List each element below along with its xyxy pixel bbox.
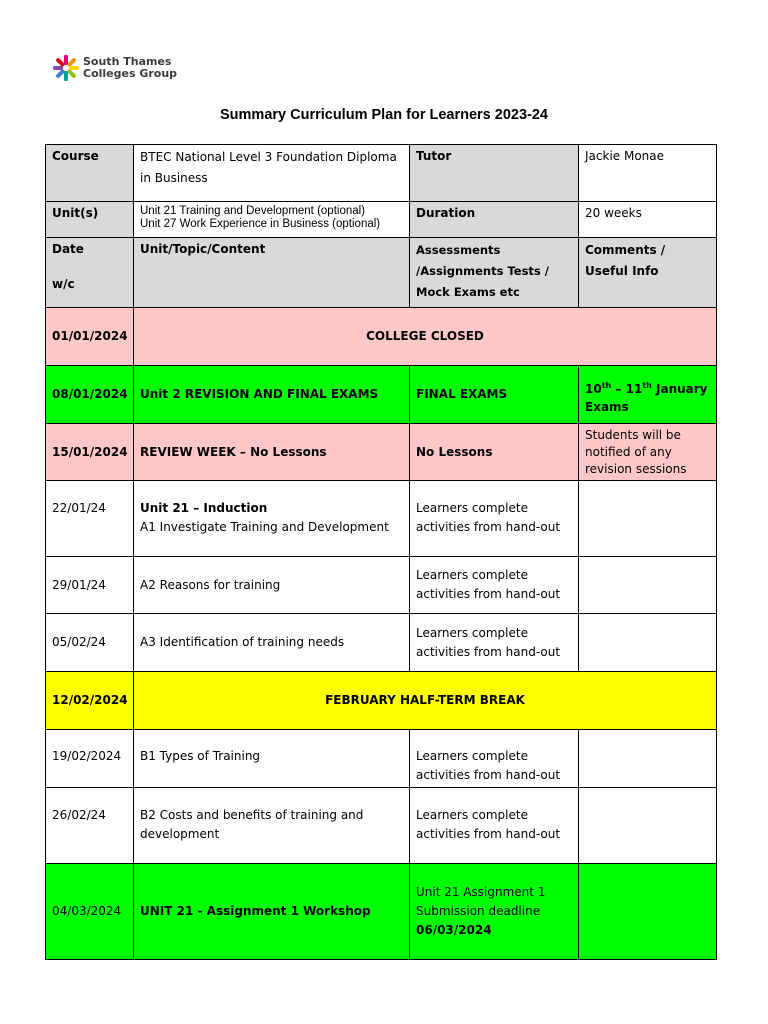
exam-date-start: 10 — [585, 381, 602, 396]
topic-a1: A1 Investigate Training and Development — [140, 520, 389, 534]
logo-petal — [64, 55, 68, 65]
week-commencing-label: w/c — [52, 277, 75, 291]
logo-petal — [67, 57, 77, 67]
exam-date-suffix: January Exams — [585, 381, 708, 414]
week-row-college-closed — [46, 308, 717, 366]
logo-petal — [69, 66, 79, 70]
week-row-final-exams — [46, 366, 717, 424]
comments-header: Comments / Useful Info — [579, 238, 717, 308]
row-date: 04/03/2024 — [46, 864, 134, 960]
row-comment — [579, 614, 717, 672]
logo-petal — [67, 69, 77, 79]
row-assessment: Learners complete activities from hand-out — [410, 730, 579, 788]
row-content: B1 Types of Training — [134, 730, 410, 788]
unit-induction-title: Unit 21 – Induction — [140, 501, 268, 515]
college-logo — [52, 54, 177, 82]
row-content: REVIEW WEEK – No Lessons — [134, 424, 410, 481]
week-row-a3 — [46, 614, 717, 672]
logo-line-2: Colleges Group — [83, 67, 178, 80]
week-row-half-term — [46, 672, 717, 730]
half-term-banner: FEBRUARY HALF-TERM BREAK — [134, 672, 717, 730]
course-row — [46, 145, 717, 202]
row-content: A2 Reasons for training — [134, 557, 410, 614]
week-row-b1 — [46, 730, 717, 788]
logo-line-1: South Thames — [83, 55, 172, 68]
logo-petal — [64, 71, 68, 81]
row-date: 05/02/24 — [46, 614, 134, 672]
college-closed-banner: COLLEGE CLOSED — [134, 308, 717, 366]
logo-petal — [53, 66, 63, 70]
row-assessment: Learners complete activities from hand-out — [410, 557, 579, 614]
row-date: 01/01/2024 — [46, 308, 134, 366]
units-row — [46, 202, 717, 238]
week-row-b2 — [46, 788, 717, 864]
tutor-value: Jackie Monae — [579, 145, 717, 202]
row-date: 29/01/24 — [46, 557, 134, 614]
row-date: 12/02/2024 — [46, 672, 134, 730]
row-content: B2 Costs and benefits of training and development — [134, 788, 410, 864]
row-assessment: FINAL EXAMS — [410, 366, 579, 424]
row-assessment: Learners complete activities from hand-out — [410, 481, 579, 557]
row-assessment: Learners complete activities from hand-out — [410, 788, 579, 864]
units-value — [134, 202, 410, 238]
date-header — [46, 238, 134, 308]
duration-label: Duration — [410, 202, 579, 238]
curriculum-table — [45, 144, 717, 960]
row-content: UNIT 21 - Assignment 1 Workshop — [134, 864, 410, 960]
course-value: BTEC National Level 3 Foundation Diploma in Business — [134, 145, 410, 202]
row-comment — [579, 788, 717, 864]
tutor-label: Tutor — [410, 145, 579, 202]
row-date: 22/01/24 — [46, 481, 134, 557]
row-comment — [579, 481, 717, 557]
course-label: Course — [46, 145, 134, 202]
row-comment — [579, 557, 717, 614]
row-assessment — [410, 864, 579, 960]
document-title: Summary Curriculum Plan for Learners 2023-24 — [220, 107, 548, 123]
header-row — [46, 238, 717, 308]
week-row-induction — [46, 481, 717, 557]
row-comment — [579, 366, 717, 424]
week-row-assignment-workshop — [46, 864, 717, 960]
assignment-deadline-date: 06/03/2024 — [416, 923, 492, 937]
unit-21-line: Unit 21 Training and Development (optional) — [140, 205, 366, 217]
row-date: 15/01/2024 — [46, 424, 134, 481]
week-row-review — [46, 424, 717, 481]
row-content — [134, 481, 410, 557]
row-comment — [579, 864, 717, 960]
row-content: A3 Identification of training needs — [134, 614, 410, 672]
row-date: 19/02/2024 — [46, 730, 134, 788]
units-label: Unit(s) — [46, 202, 134, 238]
assignment-deadline-text: Unit 21 Assignment 1 Submission deadline — [416, 885, 546, 918]
content-header: Unit/Topic/Content — [134, 238, 410, 308]
logo-petal — [55, 57, 65, 67]
starburst-logo-icon — [52, 54, 80, 82]
logo-wordmark — [83, 56, 177, 80]
assessments-header: Assessments /Assignments Tests / Mock Exams etc — [410, 238, 579, 308]
row-comment — [579, 730, 717, 788]
row-assessment: No Lessons — [410, 424, 579, 481]
row-assessment: Learners complete activities from hand-out — [410, 614, 579, 672]
exam-date-end: – 11 — [611, 381, 643, 396]
row-content: Unit 2 REVISION AND FINAL EXAMS — [134, 366, 410, 424]
week-row-a2 — [46, 557, 717, 614]
row-comment: Students will be notified of any revision sessions — [579, 424, 717, 481]
ordinal-suffix: th — [642, 380, 652, 390]
duration-value: 20 weeks — [579, 202, 717, 238]
ordinal-suffix: th — [601, 380, 612, 390]
row-date: 08/01/2024 — [46, 366, 134, 424]
row-date: 26/02/24 — [46, 788, 134, 864]
logo-petal — [55, 69, 65, 79]
date-header-label: Date — [52, 242, 84, 256]
unit-27-line: Unit 27 Work Experience in Business (optional) — [140, 218, 381, 230]
